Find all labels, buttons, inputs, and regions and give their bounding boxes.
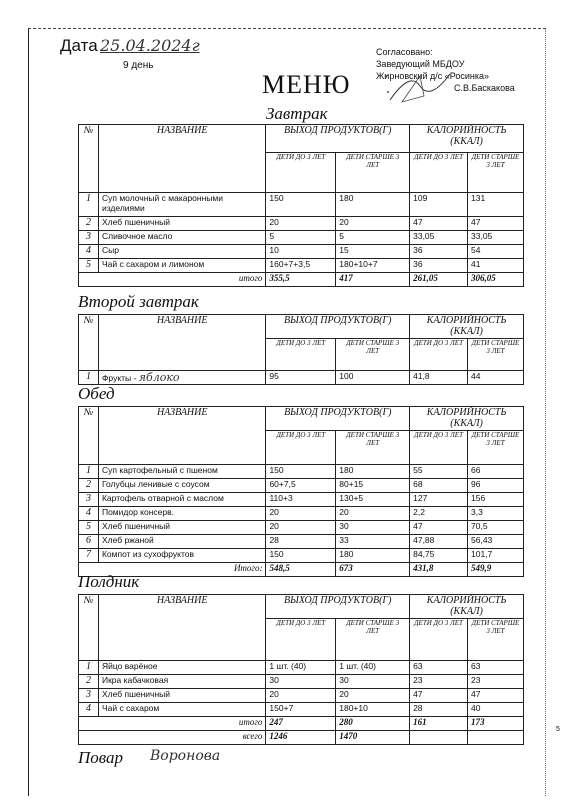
sub-under3: ДЕТИ ДО 3 ЛЕТ (266, 619, 336, 661)
sub-over3: ДЕТИ СТАРШЕ 3 ЛЕТ (468, 339, 524, 371)
sub-under3: ДЕТИ ДО 3 ЛЕТ (266, 153, 336, 193)
sub-under3: ДЕТИ ДО 3 ЛЕТ (410, 619, 468, 661)
day-number: 9 день (123, 60, 154, 71)
sub-under3: ДЕТИ ДО 3 ЛЕТ (266, 431, 336, 465)
table-row: 3 Картофель отварной с маслом 110+3 130+5 127 156 (79, 493, 524, 507)
table-row: 1 Яйцо варёное 1 шт. (40) 1 шт. (40) 63 63 (79, 661, 524, 675)
section-title-snack: Полдник (78, 572, 140, 591)
date-value: 25.04.2024г (100, 36, 200, 55)
col-name: НАЗВАНИЕ (98, 315, 265, 371)
table-row: 7 Компот из сухофруктов 150 180 84,75 101,7 (79, 549, 524, 563)
sub-under3: ДЕТИ ДО 3 ЛЕТ (410, 431, 468, 465)
sub-under3: ДЕТИ ДО 3 ЛЕТ (410, 339, 468, 371)
col-no: № (79, 315, 99, 371)
col-output: ВЫХОД ПРОДУКТОВ(Г) (266, 125, 410, 153)
col-output: ВЫХОД ПРОДУКТОВ(Г) (266, 315, 410, 339)
sub-over3: ДЕТИ СТАРШЕ 3 ЛЕТ (468, 431, 524, 465)
col-name: НАЗВАНИЕ (98, 125, 265, 193)
lunch-table (78, 406, 524, 577)
sub-over3: ДЕТИ СТАРШЕ 3 ЛЕТ (336, 339, 410, 371)
second-breakfast-table (78, 314, 524, 385)
handwritten-fruit: яблоко (138, 371, 180, 384)
col-no: № (79, 407, 99, 465)
approval-block (376, 46, 515, 94)
sub-under3: ДЕТИ ДО 3 ЛЕТ (266, 339, 336, 371)
table-row: 2 Хлеб пшеничный 20 20 47 47 (79, 217, 524, 231)
table-row: 3 Хлеб пшеничный 20 20 47 47 (79, 689, 524, 703)
date-label: Дата (60, 36, 98, 55)
col-calories: КАЛОРИЙНОСТЬ (ККАЛ) (410, 407, 524, 431)
col-no: № (79, 125, 99, 193)
table-row: 3 Сливочное масло 5 5 33,05 33,05 (79, 231, 524, 245)
table-row: 4 Сыр 10 15 36 54 (79, 245, 524, 259)
table-row: 4 Чай с сахаром 150+7 180+10 28 40 (79, 703, 524, 717)
approval-line: Согласовано: (376, 47, 433, 57)
sub-under3: ДЕТИ ДО 3 ЛЕТ (410, 153, 468, 193)
sub-over3: ДЕТИ СТАРШЕ 3 ЛЕТ (467, 619, 523, 661)
total-row: итого 355,5 417 261,05 306,05 (79, 273, 524, 287)
col-name: НАЗВАНИЕ (98, 595, 265, 661)
cook-signature: Воронова (150, 748, 221, 764)
table-row: 1 Фрукты - яблоко 95 100 41,8 44 (79, 371, 524, 385)
col-calories: КАЛОРИЙНОСТЬ (ККАЛ) (410, 595, 524, 619)
col-calories: КАЛОРИЙНОСТЬ (ККАЛ) (410, 125, 524, 153)
approval-line: Жирновский д/с «Росинка» (376, 71, 490, 81)
breakfast-table (78, 124, 524, 287)
col-calories: КАЛОРИЙНОСТЬ (ККАЛ) (410, 315, 524, 339)
sub-over3: ДЕТИ СТАРШЕ 3 ЛЕТ (468, 153, 524, 193)
table-row: 1 Суп картофельный с пшеном 150 180 55 66 (79, 465, 524, 479)
table-row: 4 Помидор консерв. 20 20 2,2 3,3 (79, 507, 524, 521)
section-title-breakfast: Завтрак (266, 104, 328, 123)
sub-over3: ДЕТИ СТАРШЕ 3 ЛЕТ (336, 431, 410, 465)
approval-line: С.В.Баскакова (454, 83, 515, 93)
table-row: 6 Хлеб ржаной 28 33 47,88 56,43 (79, 535, 524, 549)
section-title-second-breakfast: Второй завтрак (78, 292, 199, 311)
grand-total-row: всего 1246 1470 (79, 731, 524, 745)
col-output: ВЫХОД ПРОДУКТОВ(Г) (266, 407, 410, 431)
total-row: Итого: 548,5 673 431,8 549,9 (79, 563, 524, 577)
side-mark: 5 (556, 726, 560, 733)
table-row: 5 Чай с сахаром и лимоном 160+7+3,5 180+10+7 36 41 (79, 259, 524, 273)
cook-label: Повар (78, 748, 124, 767)
col-no: № (79, 595, 99, 661)
sub-over3: ДЕТИ СТАРШЕ 3 ЛЕТ (336, 153, 410, 193)
col-name: НАЗВАНИЕ (98, 407, 265, 465)
table-row: 1 Суп молочный с макаронными изделиями 150 180 109 131 (79, 193, 524, 217)
section-title-lunch: Обед (78, 384, 115, 403)
sub-over3: ДЕТИ СТАРШЕ 3 ЛЕТ (336, 619, 410, 661)
total-row: итого 247 280 161 173 (79, 717, 524, 731)
table-row: 2 Голубцы ленивые с соусом 60+7,5 80+15 68 96 (79, 479, 524, 493)
approval-line: Заведующий МБДОУ (376, 59, 465, 69)
table-row: 5 Хлеб пшеничный 20 30 47 70,5 (79, 521, 524, 535)
page-title: МЕНЮ (262, 70, 351, 99)
col-output: ВЫХОД ПРОДУКТОВ(Г) (266, 595, 410, 619)
snack-table (78, 594, 524, 745)
table-row: 2 Икра кабачковая 30 30 23 23 (79, 675, 524, 689)
